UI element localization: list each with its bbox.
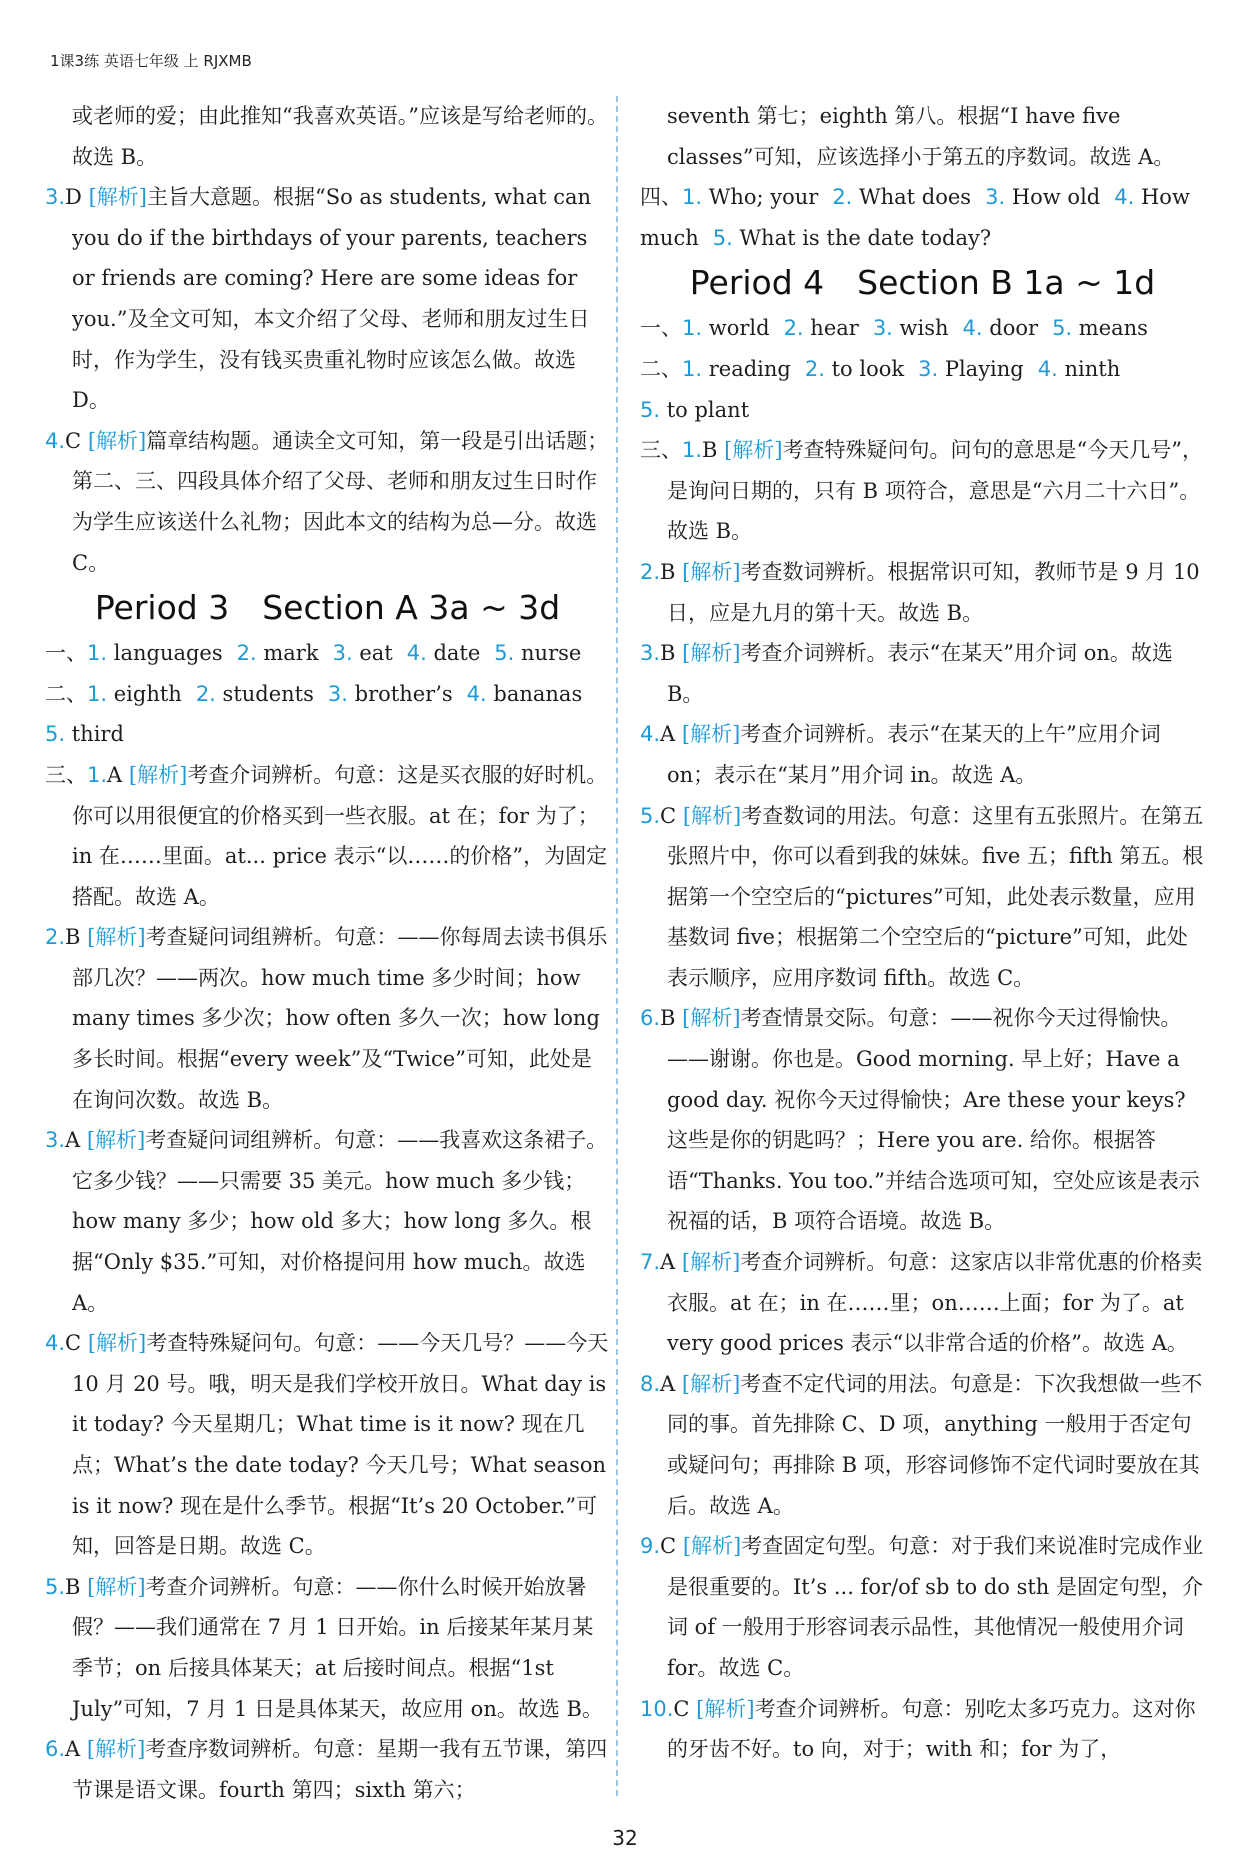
analysis-tag: [解析] (724, 438, 783, 463)
analysis-tag: [解析] (87, 925, 146, 950)
analysis-tag: [解析] (681, 1371, 741, 1396)
analysis-tag: [解析] (681, 722, 741, 747)
continued-text: seventh 第七；eighth 第八。根据“I have five classes”可知，应该选择小于第五的序数词。故选 A。 (667, 104, 1175, 169)
answer-item: 5.C [解析]考查数词的用法。句意：这里有五张照片。在第五张照片中，你可以看到我的妹妹。five 五；fifth 第五。根据第一个空空后的“pictures”可知，此处表示数量，应用基数词 five；根据第二个空空后的“picture”可知，此处表示顺序，应用序数词 fifth。故选 C。 (640, 803, 1204, 990)
answer-item: 4.A [解析]考查介词辨析。表示“在某天的上午”应用介词 on；表示在“某月”用介词 in。故选 A。 (640, 722, 1161, 787)
answer-row: 二、1. reading 2. to look 3. Playing 4. ninth (640, 356, 1121, 381)
answer-item: 4.C [解析]篇章结构题。通读全文可知，第一段是引出话题；第二、三、四段具体介绍了父母、老师和朋友过生日时作为学生应该送什么礼物；因此本文的结构为总—分。故选 C。 (45, 428, 609, 575)
analysis-tag: [解析] (682, 1006, 741, 1031)
answer-item: 9.C [解析]考查固定句型。句意：对于我们来说准时完成作业是很重要的。It’s ... for/of sb to do sth 是固定句型，介词 of 一般用于形容词表示品性，其他情况一般使用介词 for。故选 C。 (640, 1534, 1204, 1680)
answer-item: 三、1.A [解析]考查介词辨析。句意：这是买衣服的好时机。你可以用很便宜的价格买到一些衣服。at 在；for 为了；in 在……里面。at... price 表示“以……的价格”，为固定搭配。故选 A。 (45, 762, 608, 909)
section-heading: Period 4 Section B 1a ~ 1d (689, 263, 1156, 303)
answer-item: 10.C [解析]考查介词辨析。句意：别吃太多巧克力。这对你的牙齿不好。to 向，对于；with 和；for 为了， (640, 1696, 1196, 1762)
analysis-tag: [解析] (682, 803, 742, 828)
analysis-tag: [解析] (88, 185, 147, 210)
answer-item: 2.B [解析]考查数词辨析。根据常识可知，教师节是 9 月 10 日，应是九月的第十天。故选 B。 (640, 559, 1200, 625)
answer-item: 7.A [解析]考查介词辨析。句意：这家店以非常优惠的价格卖衣服。at 在；in 在……里；on……上面；for 为了。at very good prices 表示“以非常合适的价格”。故选 A。 (640, 1250, 1203, 1356)
answer-item: 4.C [解析]考查特殊疑问句。句意：——今天几号？——今天 10 月 20 号。哦，明天是我们学校开放日。What day is it today? 今天星期几；What time is it now? 现在几点；What’s the date today? 今天几号；What season is it now? 现在是什么季节。根据“It’s 20 October.”可知，回答是日期。故选 C。 (45, 1331, 609, 1559)
page-header: 1课3练 英语七年级 上 RJXMB (50, 52, 252, 70)
analysis-tag: [解析] (87, 1574, 146, 1599)
analysis-tag: [解析] (86, 1128, 146, 1153)
answer-item: 三、1.B [解析]考查特殊疑问句。问句的意思是“今天几号”，是询问日期的，只有 B 项符合，意思是“六月二十六日”。故选 B。 (640, 438, 1204, 544)
analysis-tag: [解析] (682, 1534, 742, 1559)
analysis-tag: [解析] (87, 1331, 147, 1356)
analysis-tag: [解析] (86, 1737, 146, 1762)
answer-row: 5. third (45, 722, 124, 747)
analysis-tag: [解析] (128, 762, 188, 787)
answer-item: 3.B [解析]考查介词辨析。表示“在某天”用介词 on。故选 B。 (640, 641, 1173, 706)
column-divider (616, 96, 618, 1796)
answer-item: 3.D [解析]主旨大意题。根据“So as students, what can you do if the birthdays of your parents, teachers or friends are coming? Here are some ideas for you.”及全文可知，本文介绍了父母、老师和朋友过生日时，作为学生，没有钱买贵重礼物时应该怎么做。故选 D。 (45, 185, 592, 413)
answer-item: 6.B [解析]考查情景交际。句意：——祝你今天过得愉快。——谢谢。你也是。Good morning. 早上好；Have a good day. 祝你今天过得愉快；Are these your keys? 这些是你的钥匙吗？；Here you are. 给你。根据答语“Thanks. You too.”并结合选项可知，空处应该是表示祝福的话，B 项符合语境。故选 B。 (640, 1006, 1200, 1234)
section-heading: Period 3 Section A 3a ~ 3d (94, 588, 561, 628)
answer-row: 一、1. languages 2. mark 3. eat 4. date 5. nurse (45, 641, 582, 666)
answer-item: 8.A [解析]考查不定代词的用法。句意是：下次我想做一些不同的事。首先排除 C、D 项，anything 一般用于否定句或疑问句；再排除 B 项，形容词修饰不定代词时要放在其后。故选 A。 (640, 1371, 1203, 1518)
answer-item: 2.B [解析]考查疑问词组辨析。句意：——你每周去读书俱乐部几次？——两次。how much time 多少时间；how many times 多少次；how often 多久一次；how long 多长时间。根据“every week”及“Twice”可知，此处是在询问次数。故选 B。 (45, 925, 608, 1112)
analysis-tag: [解析] (696, 1696, 755, 1721)
analysis-tag: [解析] (682, 641, 741, 666)
analysis-tag: [解析] (682, 559, 741, 584)
analysis-tag: [解析] (681, 1250, 741, 1275)
answer-item: 5.B [解析]考查介词辨析。句意：——你什么时候开始放暑假？——我们通常在 7 月 1 日开始。in 后接某年某月某季节；on 后接具体某天；at 后接时间点。根据“1st July”可知，7 月 1 日是具体某天，故应用 on。故选 B。 (45, 1574, 603, 1721)
left-column (45, 96, 610, 1810)
right-column (640, 96, 1205, 1770)
answer-row: 二、1. eighth 2. students 3. brother’s 4. bananas (45, 681, 583, 706)
continued-text: 或老师的爱；由此推知“我喜欢英语。”应该是写给老师的。故选 B。 (72, 104, 608, 169)
page-number: 32 (612, 1826, 638, 1850)
answer-row: 四、1. Who; your 2. What does 3. How old 4. How much 5. What is the date today? (640, 185, 1190, 250)
answer-item: 3.A [解析]考查疑问词组辨析。句意：——我喜欢这条裙子。它多少钱？——只需要 35 美元。how much 多少钱；how many 多少；how old 多大；how long 多久。根据“Only $35.”可知，对价格提问用 how much。故选 A。 (45, 1128, 608, 1315)
answer-item: 6.A [解析]考查序数词辨析。句意：星期一我有五节课，第四节课是语文课。fourth 第四；sixth 第六； (45, 1737, 608, 1802)
analysis-tag: [解析] (87, 428, 147, 453)
answer-row: 一、1. world 2. hear 3. wish 4. door 5. means (640, 316, 1148, 341)
answer-row: 5. to plant (640, 397, 750, 422)
